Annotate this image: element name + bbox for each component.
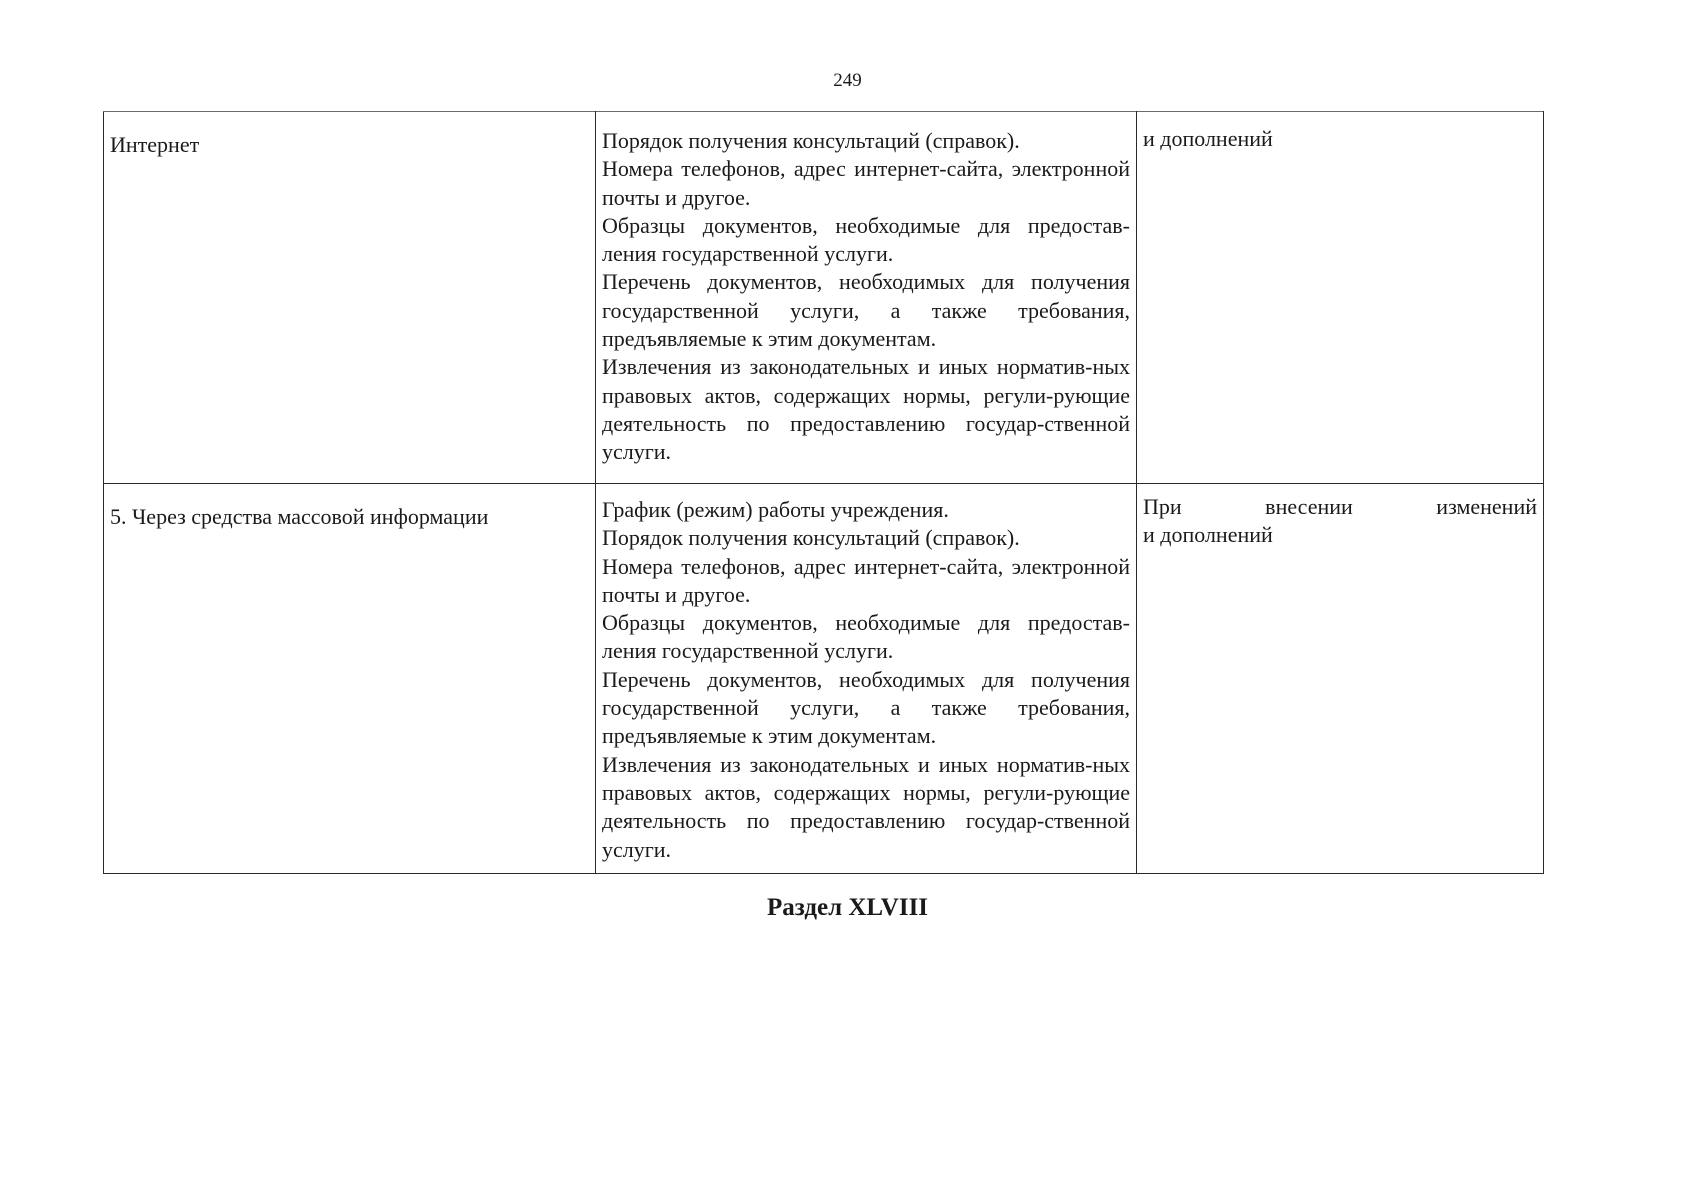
info-paragraph: Порядок получения консультаций (справок).: [602, 525, 1020, 551]
update-frequency-line: и дополнений: [1143, 126, 1273, 151]
update-frequency-line: При внесении изменений: [1143, 494, 1537, 519]
section-title: Раздел XLVIII: [766, 894, 929, 921]
info-paragraph: Извлечения из законодательных и иных норматив-ных правовых актов, содержащих нормы, регули-рующие деятельность по предоставлению государ-ственной услуги.: [602, 354, 1130, 465]
info-paragraph: Порядок получения консультаций (справок).: [602, 128, 1020, 153]
info-content-cell: [596, 484, 1137, 874]
document-table: [103, 111, 1544, 874]
info-content-cell: [596, 112, 1137, 484]
info-paragraph: График (режим) работы учреждения.: [602, 497, 949, 522]
table-row: [104, 484, 1544, 874]
info-paragraph: Образцы документов, необходимые для предостав-ления государственной услуги.: [602, 212, 1130, 267]
update-frequency-line: и дополнений: [1143, 522, 1273, 548]
channel-cell: [104, 484, 596, 874]
info-paragraph: Номера телефонов, адрес интернет-сайта, электронной почты и другое.: [602, 553, 1130, 607]
channel-cell: [104, 112, 596, 484]
table-row: [104, 112, 1544, 484]
info-paragraph: Номера телефонов, адрес интернет-сайта, электронной почты и другое.: [602, 156, 1130, 210]
channel-label: Интернет: [110, 132, 200, 157]
update-frequency-cell: [1137, 484, 1544, 874]
info-paragraph: Извлечения из законодательных и иных норматив-ных правовых актов, содержащих нормы, регули-рующие деятельность по предоставлению государ-ственной услуги.: [602, 751, 1130, 862]
info-paragraph: Образцы документов, необходимые для предостав-ления государственной услуги.: [602, 610, 1130, 664]
update-frequency-cell: [1137, 112, 1544, 484]
channel-label: 5. Через средства массовой информации: [110, 504, 489, 529]
info-paragraph: Перечень документов, необходимых для получения государственной услуги, а также требования, предъявляемые к этим документам.: [602, 666, 1130, 749]
page-number: 249: [833, 70, 862, 91]
info-paragraph: Перечень документов, необходимых для получения государственной услуги, а также требования, предъявляемые к этим документам.: [602, 269, 1130, 352]
